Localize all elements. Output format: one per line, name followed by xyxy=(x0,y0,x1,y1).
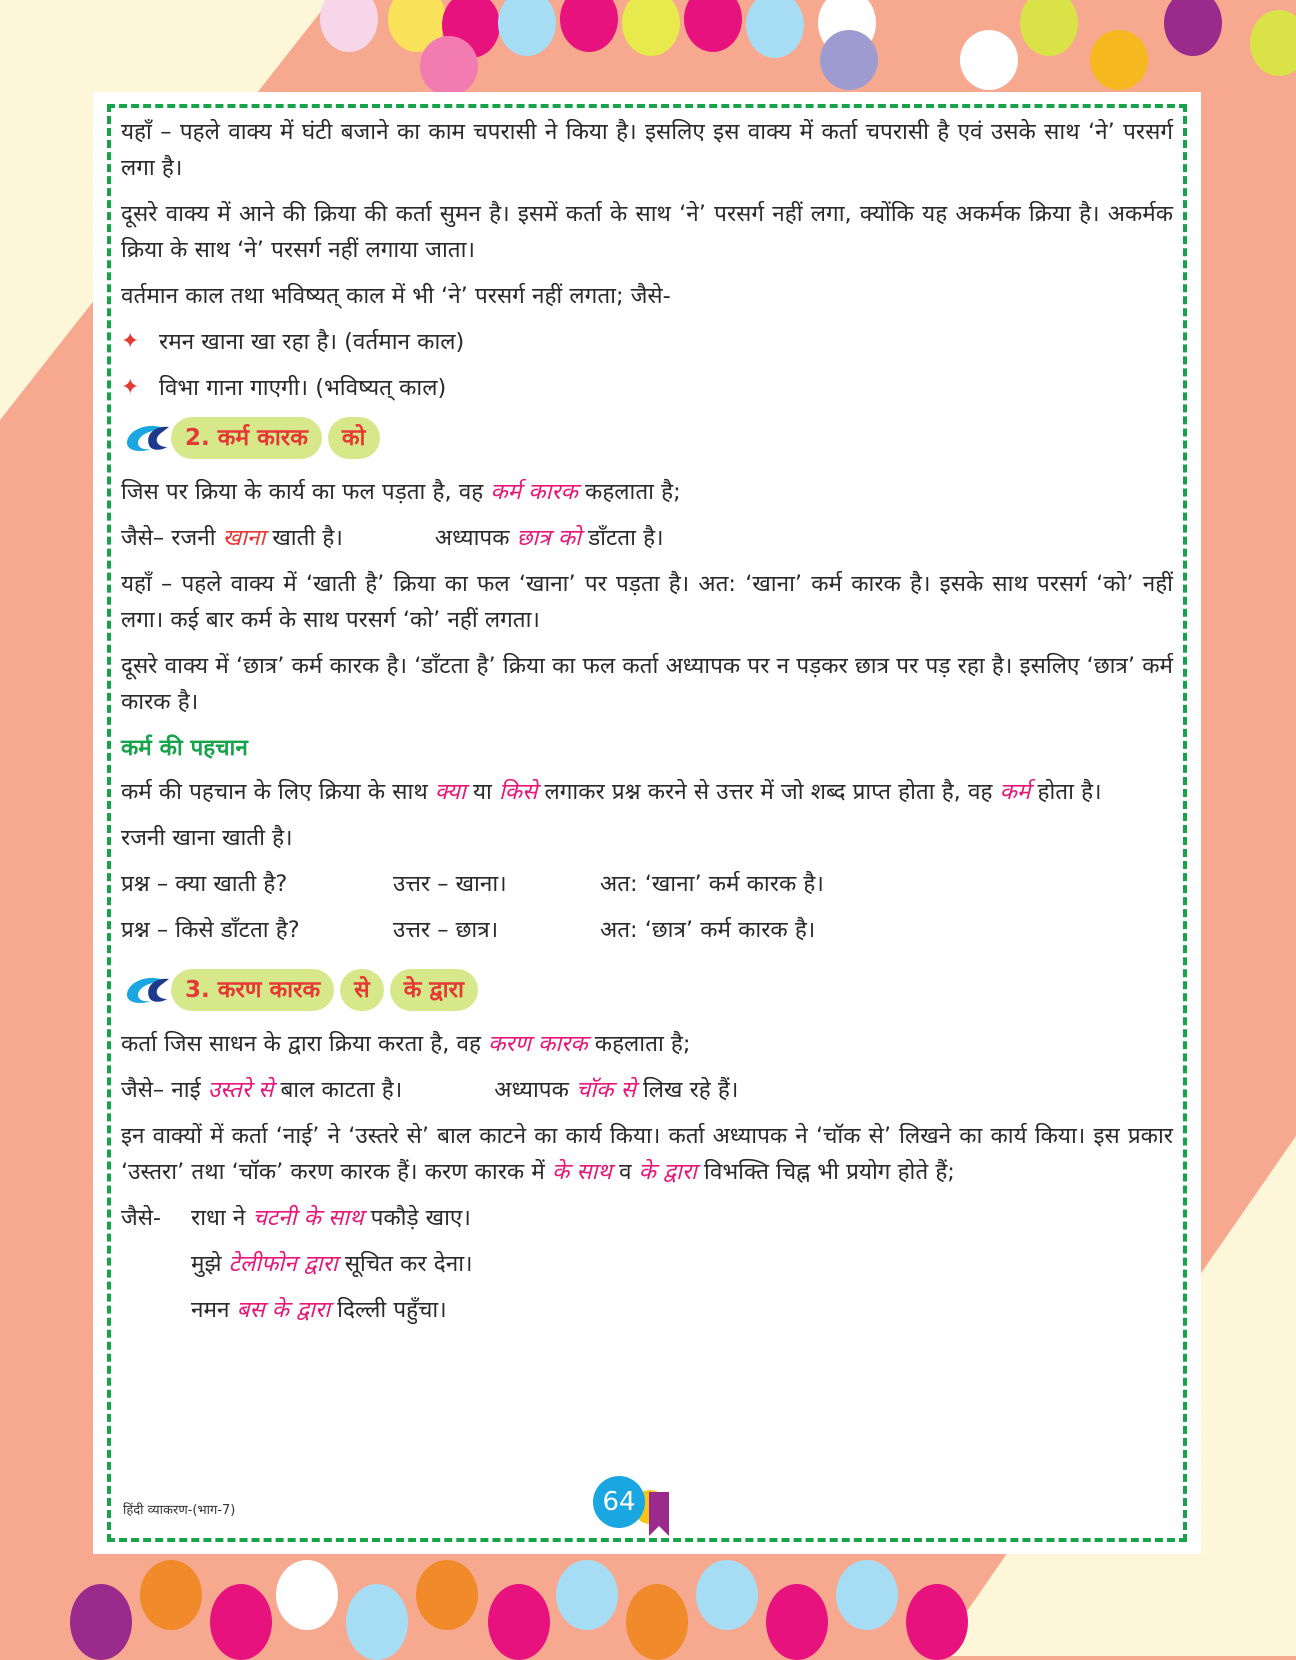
conclusion: अत: ‘छात्र’ कर्म कारक है। xyxy=(600,917,816,943)
karm-explanation-1: यहाँ – पहले वाक्य में ‘खाती है’ क्रिया का फल ‘खाना’ पर पड़ता है। अत: ‘खाना’ कर्म कारक है। इसके साथ परसर्ग ‘को’ नहीं लगा। कई बार कर्म के साथ परसर्ग ‘को’ नहीं लगता। xyxy=(121,571,1173,633)
bullet-item xyxy=(121,370,1173,406)
karm-example: जैसे– रजनी खाना खाती है। अध्यापक छात्र को डाँटता है। xyxy=(121,525,664,551)
karan-explanation: इन वाक्यों में कर्ता ‘नाई’ ने ‘उस्तरे से’ बाल काटने का कार्य किया। कर्ता अध्यापक ने ‘चॉक से’ लिखने का कार्य किया। इस प्रकार ‘उस्तरा’ तथा ‘चॉक’ करण कारक हैं। करण कारक में के साथ व के द्वारा विभक्ति चिह्न भी प्रयोग होते हैं; xyxy=(121,1123,1173,1185)
karm-definition: जिस पर क्रिया के कार्य का फल पड़ता है, वह कर्म कारक कहलाता है; xyxy=(121,479,681,505)
karm-sentence: रजनी खाना खाती है। xyxy=(121,825,293,851)
swoosh-icon xyxy=(121,421,171,455)
answer: उत्तर – खाना। xyxy=(393,871,507,897)
book-title: हिंदी व्याकरण-(भाग-7) xyxy=(123,1503,236,1518)
ribbon-icon xyxy=(645,1492,673,1536)
question: प्रश्न – किसे डाँटता है? xyxy=(121,917,300,943)
intro-paragraph-3: वर्तमान काल तथा भविष्यत् काल में भी ‘ने’ परसर्ग नहीं लगता; जैसे- xyxy=(121,283,671,309)
conclusion: अत: ‘खाना’ कर्म कारक है। xyxy=(600,871,824,897)
karan-example-row xyxy=(121,1200,1173,1236)
karan-example-row: नमन बस के द्वारा दिल्ली पहुँचा। xyxy=(191,1297,447,1323)
example-text: राधा ने चटनी के साथ पकौड़े खाए। xyxy=(191,1205,471,1231)
example-label: जैसे- xyxy=(121,1205,162,1231)
star-bullet-icon: ✦ xyxy=(121,329,140,354)
section-2-marker: को xyxy=(328,417,380,459)
answer: उत्तर – छात्र। xyxy=(393,917,499,943)
section-3-marker-2: के द्वारा xyxy=(390,969,478,1011)
section-3-title: 3. करण कारक xyxy=(171,969,334,1011)
page-card xyxy=(93,92,1201,1554)
karm-identification-heading: कर्म की पहचान xyxy=(121,735,248,761)
page-content xyxy=(121,114,1173,1338)
karan-definition: कर्ता जिस साधन के द्वारा क्रिया करता है, वह करण कारक कहलाता है; xyxy=(121,1031,691,1057)
star-bullet-icon: ✦ xyxy=(121,375,140,400)
bullet-item xyxy=(121,324,1173,360)
karan-example: जैसे– नाई उस्तरे से बाल काटता है। अध्यापक चॉक से लिख रहे हैं। xyxy=(121,1077,739,1103)
intro-paragraph-2: दूसरे वाक्य में आने की क्रिया की कर्ता सुमन है। इसमें कर्ता के साथ ‘ने’ परसर्ग नहीं लगा, क्योंकि यह अकर्मक क्रिया है। अकर्मक क्रिया के साथ ‘ने’ परसर्ग नहीं लगाया जाता। xyxy=(121,201,1173,263)
section-2-title: 2. कर्म कारक xyxy=(171,417,322,459)
swoosh-icon xyxy=(121,973,171,1007)
page-number: 64 xyxy=(593,1476,645,1528)
bullet-text: रमन खाना खा रहा है। (वर्तमान काल) xyxy=(159,329,465,355)
bullet-text: विभा गाना गाएगी। (भविष्यत् काल) xyxy=(159,375,447,401)
intro-paragraph-1: यहाँ – पहले वाक्य में घंटी बजाने का काम चपरासी ने किया है। इसलिए इस वाक्य में कर्ता चपरासी है एवं उसके साथ ‘ने’ परसर्ग लगा है। xyxy=(121,119,1173,181)
section-2-heading xyxy=(121,416,1173,460)
section-3-marker-1: से xyxy=(340,969,384,1011)
qa-row xyxy=(121,912,1173,948)
section-3-heading xyxy=(121,968,1173,1012)
karan-example-row: मुझे टेलीफोन द्वारा सूचित कर देना। xyxy=(191,1251,473,1277)
karm-identification-text: कर्म की पहचान के लिए क्रिया के साथ क्या या किसे लगाकर प्रश्न करने से उत्तर में जो शब्द प्राप्त होता है, वह कर्म होता है। xyxy=(121,779,1102,805)
qa-row xyxy=(121,866,1173,902)
karm-explanation-2: दूसरे वाक्य में ‘छात्र’ कर्म कारक है। ‘डाँटता है’ क्रिया का फल कर्ता अध्यापक पर न पड़कर छात्र पर पड़ रहा है। इसलिए ‘छात्र’ कर्म कारक है। xyxy=(121,653,1173,715)
question: प्रश्न – क्या खाती है? xyxy=(121,871,288,897)
